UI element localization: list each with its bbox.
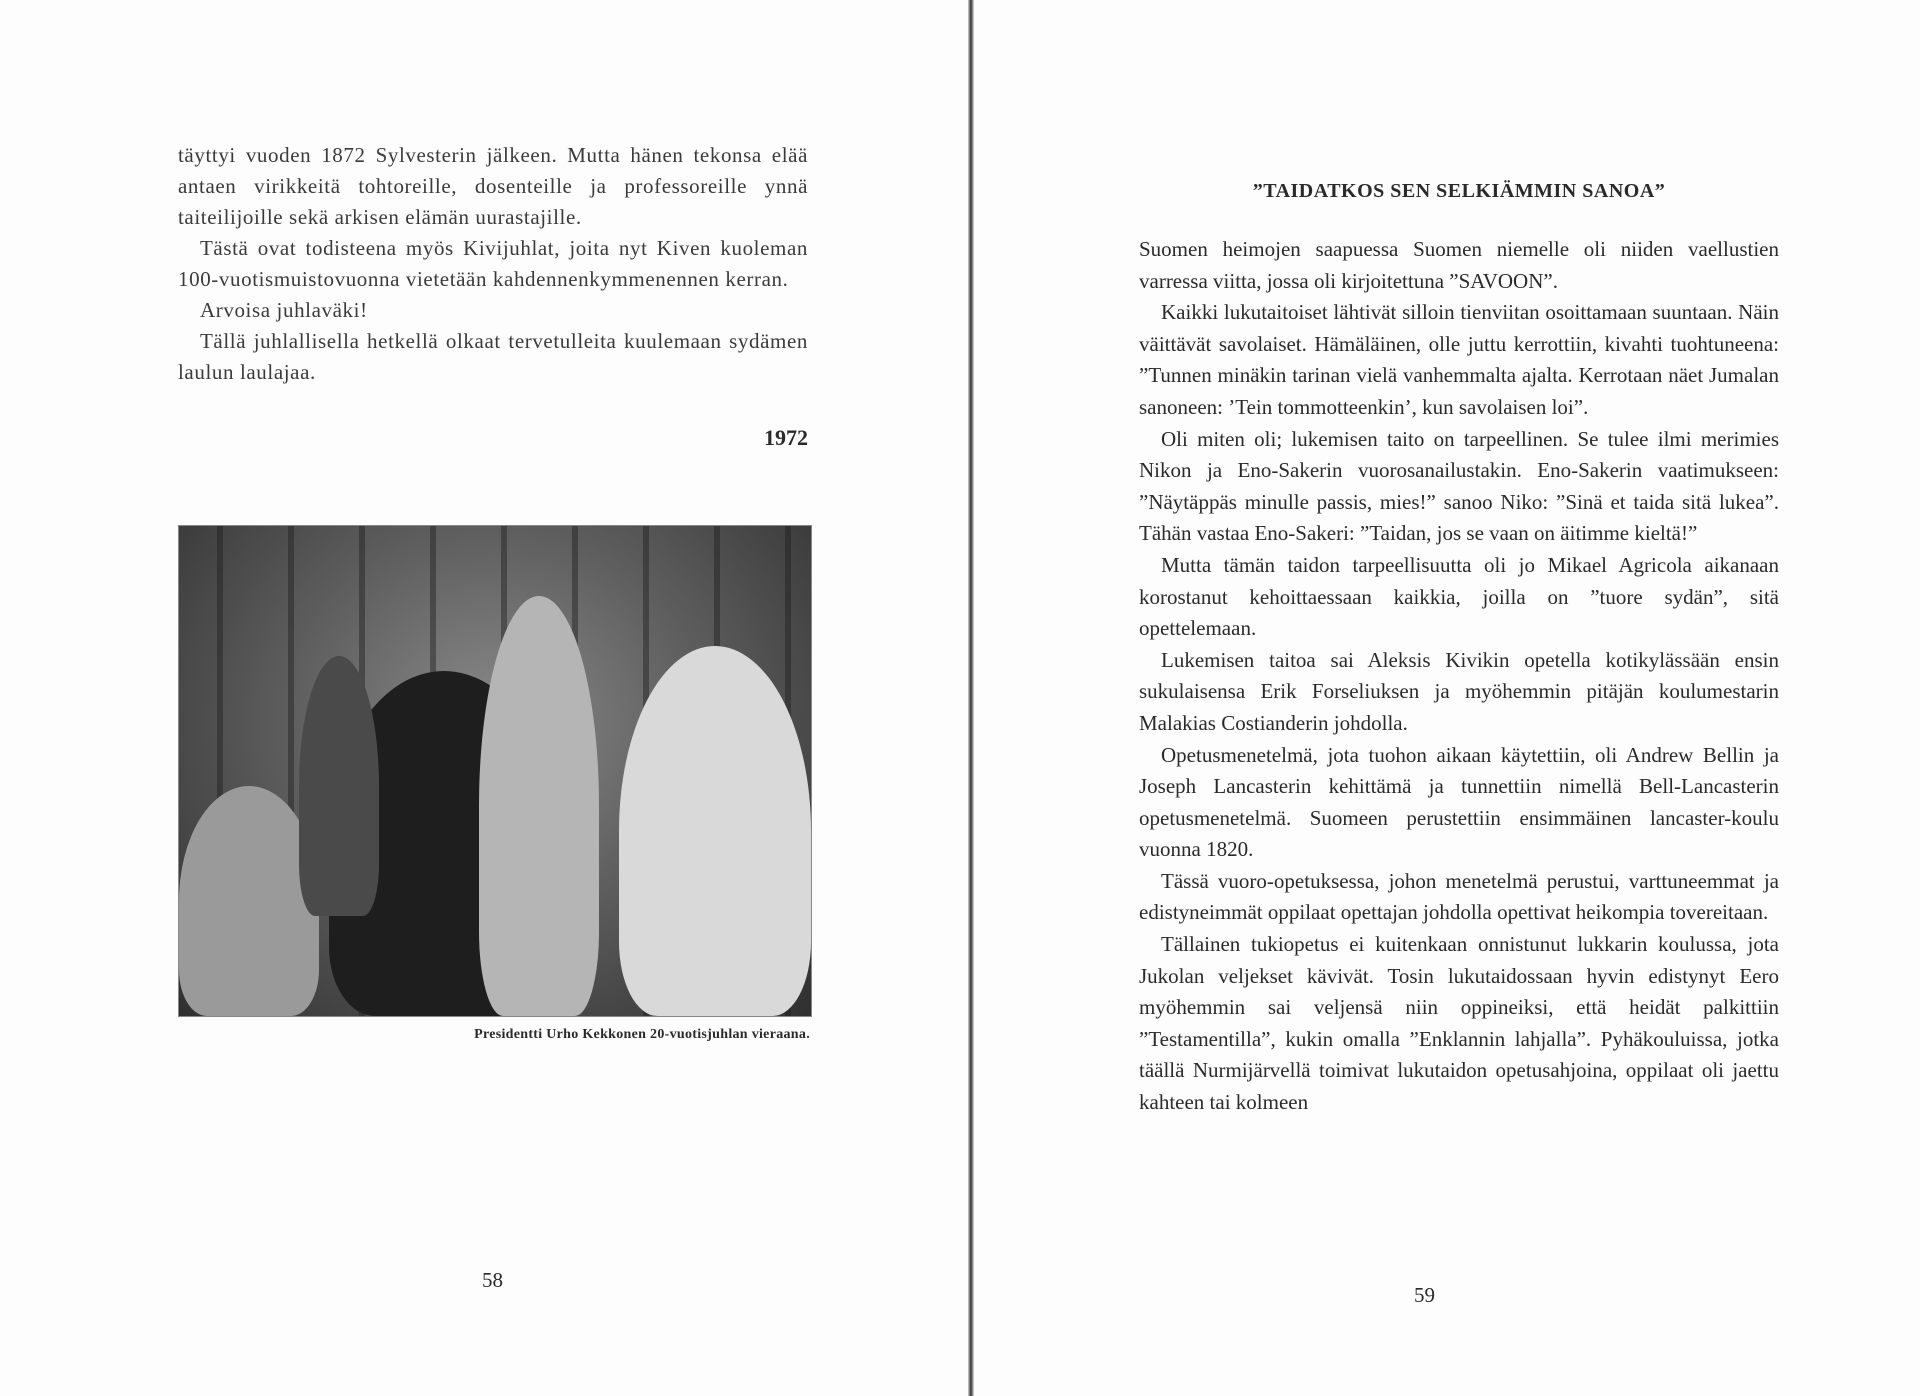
left-paragraph-2: Tästä ovat todisteena myös Kivijuhlat, joita nyt Kiven kuoleman 100-vuotismuistovuonna vietetään kahdennenkymmenennen kerran. (178, 236, 808, 291)
right-paragraph-4: Mutta tämän taidon tarpeellisuutta oli jo Mikael Agricola aikanaan korostanut kehoittaessaan kaikkia, joilla on ”tuore sydän”, sitä opettelemaan. (1139, 552, 1779, 641)
right-paragraph-7: Tässä vuoro-opetuksessa, johon menetelmä perustui, varttuneemmat ja edistyneimmät oppilaat opettajan johdolla opettivat heikompia tovereitaan. (1139, 868, 1779, 925)
speech-year: 1972 (764, 425, 808, 450)
left-paragraph-1: täyttyi vuoden 1872 Sylvesterin jälkeen. Mutta hänen tekonsa elää antaen virikkeitä tohtoreille, dosenteille ja professoreille ynnä taiteilijoille sekä arkisen elämän uurastajille. (178, 143, 808, 229)
page-number-right: 59 (1414, 1283, 1435, 1307)
photo-figure-woman (619, 646, 811, 1016)
right-paragraph-1: Suomen heimojen saapuessa Suomen niemelle oli niiden vaellustien varressa viitta, jossa oli kirjoitettuna ”SAVOON”. (1139, 237, 1779, 293)
right-paragraph-2: Kaikki lukutaitoiset lähtivät silloin tienviitan osoittamaan suuntaan. Näin väittävät savolaiset. Hämäläinen, olle juttu kerrottiin, kivahti tuohtuneena: ”Tunnen minäkin tarinan vielä vanhemmalta ajalta. Kerrotaan näet Jumalan sanoneen: ’Tein tommotteenkin’, kun savolaisen loi”. (1139, 300, 1779, 419)
right-paragraph-6: Opetusmenetelmä, jota tuohon aikaan käytettiin, oli Andrew Bellin ja Joseph Lancasterin kehittämä ja tunnettiin nimellä Bell-Lancasterin opetusmenetelmä. Suomeen perustettiin ensimmäinen lancaster-koulu vuonna 1820. (1139, 742, 1779, 862)
chapter-title: ”TAIDATKOS SEN SELKIÄMMIN SANOA” (1252, 180, 1666, 202)
right-paragraph-8: Tällainen tukiopetus ei kuitenkaan onnistunut lukkarin koulussa, jota Jukolan veljekset kävivät. Tosin lukutaidossaan hyvin edistynyt Eero myöhemmin sai veljensä niin oppineiksi, että heidät palkittiin ”Testamentilla”, kukin omalla ”Enklannin lahjalla”. Pyhäkouluissa, jotka täällä Nurmijärvellä toimivat lukutaidon opetusahjoina, oppilaat oli jaettu kahteen tai kolmeen (1139, 932, 1779, 1115)
left-paragraph-4: Tällä juhlallisella hetkellä olkaat tervetulleita kuulemaan sydämen laulun laulajaa. (178, 329, 808, 384)
right-page (974, 0, 1920, 1396)
right-page-text (1139, 234, 1779, 1119)
left-page-text (178, 140, 808, 388)
event-photograph (178, 525, 812, 1017)
photo-figure-left (179, 786, 319, 1016)
page-number-left: 58 (482, 1268, 503, 1292)
right-paragraph-5: Lukemisen taitoa sai Aleksis Kivikin opetella kotikylässään ensin sukulaisensa Erik Forseliuksen ja myöhemmin pitäjän koulumestarin Malakias Costianderin johdolla. (1139, 647, 1779, 735)
left-paragraph-3: Arvoisa juhlaväki! (200, 298, 368, 322)
photo-caption: Presidentti Urho Kekkonen 20-vuotisjuhlan vieraana. (474, 1027, 810, 1042)
photo-figure-back (299, 656, 379, 916)
photo-figure-tall (479, 596, 599, 1016)
right-paragraph-3: Oli miten oli; lukemisen taito on tarpeellinen. Se tulee ilmi merimies Nikon ja Eno-Sakerin vuorosanailustakin. Eno-Sakerin vaatimukseen: ”Näytäppäs minulle passis, mies!” sanoo Niko: ”Sinä et taida sitä lukea”. Tähän vastaa Eno-Sakeri: ”Taidan, jos se vaan on äitimme kieltä!” (1139, 426, 1779, 546)
